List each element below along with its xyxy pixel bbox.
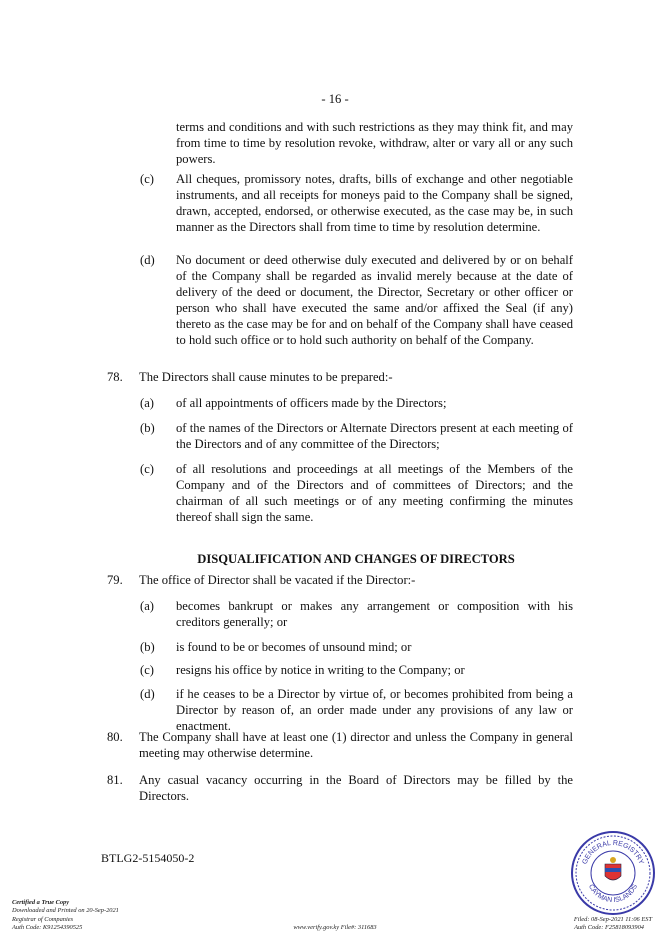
item-label: (a): [140, 396, 154, 410]
item-text: of the names of the Directors or Alternate Directors present at each meeting of the Directors and of any committee of the Directors;: [176, 421, 573, 452]
section-heading: DISQUALIFICATION AND CHANGES OF DIRECTORS: [197, 552, 515, 566]
item-label: (b): [140, 640, 155, 654]
item-label: (a): [140, 599, 154, 613]
item-text: of all resolutions and proceedings at all meetings of the Members of the Company and of the Directors and of committees of Directors; and the chairman of all such meetings or of any meeting confirming the minutes thereof shall sign the same.: [176, 462, 573, 525]
item-label: (c): [140, 462, 154, 476]
item-text: becomes bankrupt or makes any arrangement or composition with his creditors generally; or: [176, 599, 573, 630]
article-text: The office of Director shall be vacated if the Director:-: [139, 573, 416, 587]
certified-label: Certified a True Copy: [12, 899, 70, 906]
item-text: All cheques, promissory notes, drafts, bills of exchange and other negotiable instruments, and all receipts for moneys paid to the Company shall be signed, drawn, accepted, endorsed, or otherwise executed, as the case may be, in such manner as the Directors shall from time to time by resolution determine.: [176, 172, 573, 235]
svg-text:GENERAL REGISTRY: GENERAL REGISTRY: [581, 839, 645, 866]
article-number: 79.: [107, 573, 123, 587]
page-number: - 16 -: [321, 92, 349, 106]
item-text: is found to be or becomes of unsound mind; or: [176, 640, 412, 654]
continuation-paragraph: terms and conditions and with such restrictions as they may think fit, and may from time to time by resolution revoke, withdraw, alter or vary all or any such powers.: [176, 120, 573, 167]
auth-code-right: Auth Code: F25818093904: [574, 924, 644, 932]
article-number: 78.: [107, 370, 123, 384]
footer-filed: [574, 916, 652, 933]
verify-link: www.verify.gov.ky File#: 311683: [293, 924, 377, 931]
item-label: (c): [140, 172, 154, 186]
auth-code-left: Auth Code: K91254390525: [12, 924, 83, 932]
item-text: of all appointments of officers made by the Directors;: [176, 396, 447, 410]
filed-date: Filed: 08-Sep-2021 11:06 EST: [573, 916, 652, 923]
item-label: (c): [140, 663, 154, 677]
registrar: Registrar of Companies: [12, 915, 74, 923]
download-date: Downloaded and Printed on 20-Sep-2021: [12, 907, 119, 915]
item-label: (b): [140, 421, 155, 435]
article-number: 81.: [107, 773, 123, 787]
article-number: 80.: [107, 730, 123, 744]
article-text: The Company shall have at least one (1) director and unless the Company in general meeting may otherwise determine.: [139, 730, 573, 761]
item-text: if he ceases to be a Director by virtue of, or becomes prohibited from being a Director by reason of, an order made under any provisions of any law or enactment.: [176, 687, 573, 734]
item-label: (d): [140, 253, 155, 267]
item-text: No document or deed otherwise duly executed and delivered by or on behalf of the Company shall be regarded as invalid merely because at the date of delivery of the deed or document, the Director, Secretary or other officer or person who shall have executed the same and/or affixed the Seal (if any) thereto as the case may be for and on behalf of the Company shall have ceased to hold such office or to hold such authority on behalf of the Company.: [176, 253, 573, 348]
document-reference: BTLG2-5154050-2: [101, 851, 195, 865]
article-text: Any casual vacancy occurring in the Board of Directors may be filled by the Directors.: [139, 773, 573, 804]
item-text: resigns his office by notice in writing to the Company; or: [176, 663, 465, 677]
svg-text:CAYMAN ISLANDS: CAYMAN ISLANDS: [586, 883, 640, 905]
general-registry-seal: [570, 830, 656, 916]
article-text: The Directors shall cause minutes to be prepared:-: [139, 370, 393, 384]
item-label: (d): [140, 687, 155, 701]
